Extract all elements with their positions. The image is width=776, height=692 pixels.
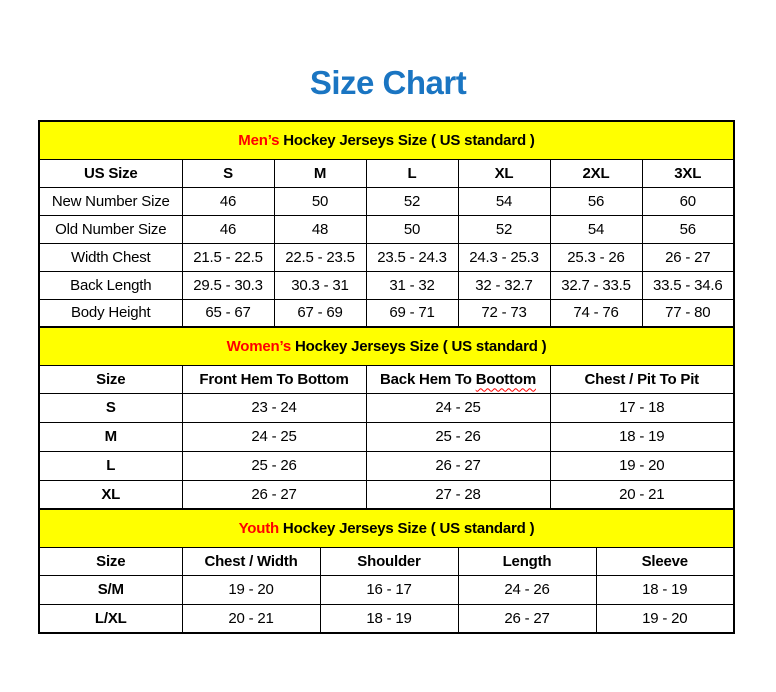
data-cell: 20 - 21 (550, 480, 734, 509)
row-label: L/XL (39, 604, 182, 633)
data-cell: 65 - 67 (182, 299, 274, 327)
mens-row-new-number-size (39, 187, 734, 215)
data-cell: 50 (274, 187, 366, 215)
data-cell: 48 (274, 215, 366, 243)
misspelled-word: Boottom (475, 370, 536, 388)
womens-banner-highlight: Women’s (226, 337, 292, 355)
data-cell: 24 - 26 (458, 575, 596, 604)
data-cell: 26 - 27 (366, 451, 550, 480)
data-cell: 25 - 26 (366, 422, 550, 451)
womens-header-chest-pit-to-pit: Chest / Pit To Pit (550, 365, 734, 393)
data-cell: 19 - 20 (182, 575, 320, 604)
mens-size-table (38, 120, 735, 328)
data-cell: 29.5 - 30.3 (182, 271, 274, 299)
data-cell: 24.3 - 25.3 (458, 243, 550, 271)
youth-header-length: Length (458, 547, 596, 575)
data-cell: 20 - 21 (182, 604, 320, 633)
youth-header-sleeve: Sleeve (596, 547, 734, 575)
mens-banner-text: Hockey Jerseys Size ( US standard ) (279, 131, 535, 149)
data-cell: 56 (642, 215, 734, 243)
womens-row-l (39, 451, 734, 480)
data-cell: 56 (550, 187, 642, 215)
mens-section-banner (39, 121, 734, 159)
mens-row-old-number-size (39, 215, 734, 243)
data-cell: 26 - 27 (642, 243, 734, 271)
youth-header-row (39, 547, 734, 575)
womens-row-m (39, 422, 734, 451)
row-label: Back Length (39, 271, 182, 299)
row-label: XL (39, 480, 182, 509)
data-cell: 19 - 20 (596, 604, 734, 633)
data-cell: 16 - 17 (320, 575, 458, 604)
data-cell: 74 - 76 (550, 299, 642, 327)
row-label: Body Height (39, 299, 182, 327)
mens-header-us-size: US Size (39, 159, 182, 187)
data-cell: 25 - 26 (182, 451, 366, 480)
mens-header-row (39, 159, 734, 187)
data-cell: 24 - 25 (182, 422, 366, 451)
womens-size-table (38, 326, 735, 510)
data-cell: 31 - 32 (366, 271, 458, 299)
womens-row-s (39, 393, 734, 422)
mens-header-xl: XL (458, 159, 550, 187)
youth-header-shoulder: Shoulder (320, 547, 458, 575)
data-cell: 30.3 - 31 (274, 271, 366, 299)
data-cell: 27 - 28 (366, 480, 550, 509)
data-cell: 52 (458, 215, 550, 243)
size-tables (38, 120, 735, 634)
data-cell: 50 (366, 215, 458, 243)
data-cell: 19 - 20 (550, 451, 734, 480)
data-cell: 25.3 - 26 (550, 243, 642, 271)
data-cell: 46 (182, 187, 274, 215)
data-cell: 26 - 27 (182, 480, 366, 509)
data-cell: 23.5 - 24.3 (366, 243, 458, 271)
mens-row-width-chest (39, 243, 734, 271)
row-label: New Number Size (39, 187, 182, 215)
womens-header-back-hem-to-boottom: Back Hem To Boottom (366, 365, 550, 393)
mens-row-body-height (39, 299, 734, 327)
womens-header-size: Size (39, 365, 182, 393)
mens-banner-highlight: Men’s (238, 131, 280, 149)
womens-banner-text: Hockey Jerseys Size ( US standard ) (291, 337, 547, 355)
size-chart-page (0, 64, 776, 634)
data-cell: 54 (550, 215, 642, 243)
mens-header-l: L (366, 159, 458, 187)
data-cell: 69 - 71 (366, 299, 458, 327)
data-cell: 46 (182, 215, 274, 243)
youth-row-l-xl (39, 604, 734, 633)
data-cell: 17 - 18 (550, 393, 734, 422)
row-label: L (39, 451, 182, 480)
youth-row-s-m (39, 575, 734, 604)
youth-banner-highlight: Youth (238, 519, 279, 537)
data-cell: 24 - 25 (366, 393, 550, 422)
row-label: S/M (39, 575, 182, 604)
mens-header-2xl: 2XL (550, 159, 642, 187)
womens-row-xl (39, 480, 734, 509)
data-cell: 26 - 27 (458, 604, 596, 633)
data-cell: 18 - 19 (320, 604, 458, 633)
youth-banner-text: Hockey Jerseys Size ( US standard ) (278, 519, 535, 537)
data-cell: 33.5 - 34.6 (642, 271, 734, 299)
mens-row-back-length (39, 271, 734, 299)
data-cell: 54 (458, 187, 550, 215)
data-cell: 60 (642, 187, 734, 215)
mens-header-s: S (182, 159, 274, 187)
data-cell: 32 - 32.7 (458, 271, 550, 299)
page-title: Size Chart (309, 64, 467, 101)
data-cell: 77 - 80 (642, 299, 734, 327)
mens-header-m: M (274, 159, 366, 187)
youth-size-table (38, 508, 735, 634)
womens-section-banner (39, 327, 734, 365)
data-cell: 72 - 73 (458, 299, 550, 327)
data-cell: 32.7 - 33.5 (550, 271, 642, 299)
data-cell: 18 - 19 (550, 422, 734, 451)
data-cell: 67 - 69 (274, 299, 366, 327)
mens-header-3xl: 3XL (642, 159, 734, 187)
youth-header-size: Size (39, 547, 182, 575)
youth-section-banner (39, 509, 734, 547)
row-label: Width Chest (39, 243, 182, 271)
row-label: M (39, 422, 182, 451)
womens-header-row (39, 365, 734, 393)
youth-header-chest-width: Chest / Width (182, 547, 320, 575)
row-label: S (39, 393, 182, 422)
data-cell: 23 - 24 (182, 393, 366, 422)
data-cell: 22.5 - 23.5 (274, 243, 366, 271)
data-cell: 52 (366, 187, 458, 215)
row-label: Old Number Size (39, 215, 182, 243)
data-cell: 21.5 - 22.5 (182, 243, 274, 271)
womens-header-front-hem-to-bottom: Front Hem To Bottom (182, 365, 366, 393)
data-cell: 18 - 19 (596, 575, 734, 604)
